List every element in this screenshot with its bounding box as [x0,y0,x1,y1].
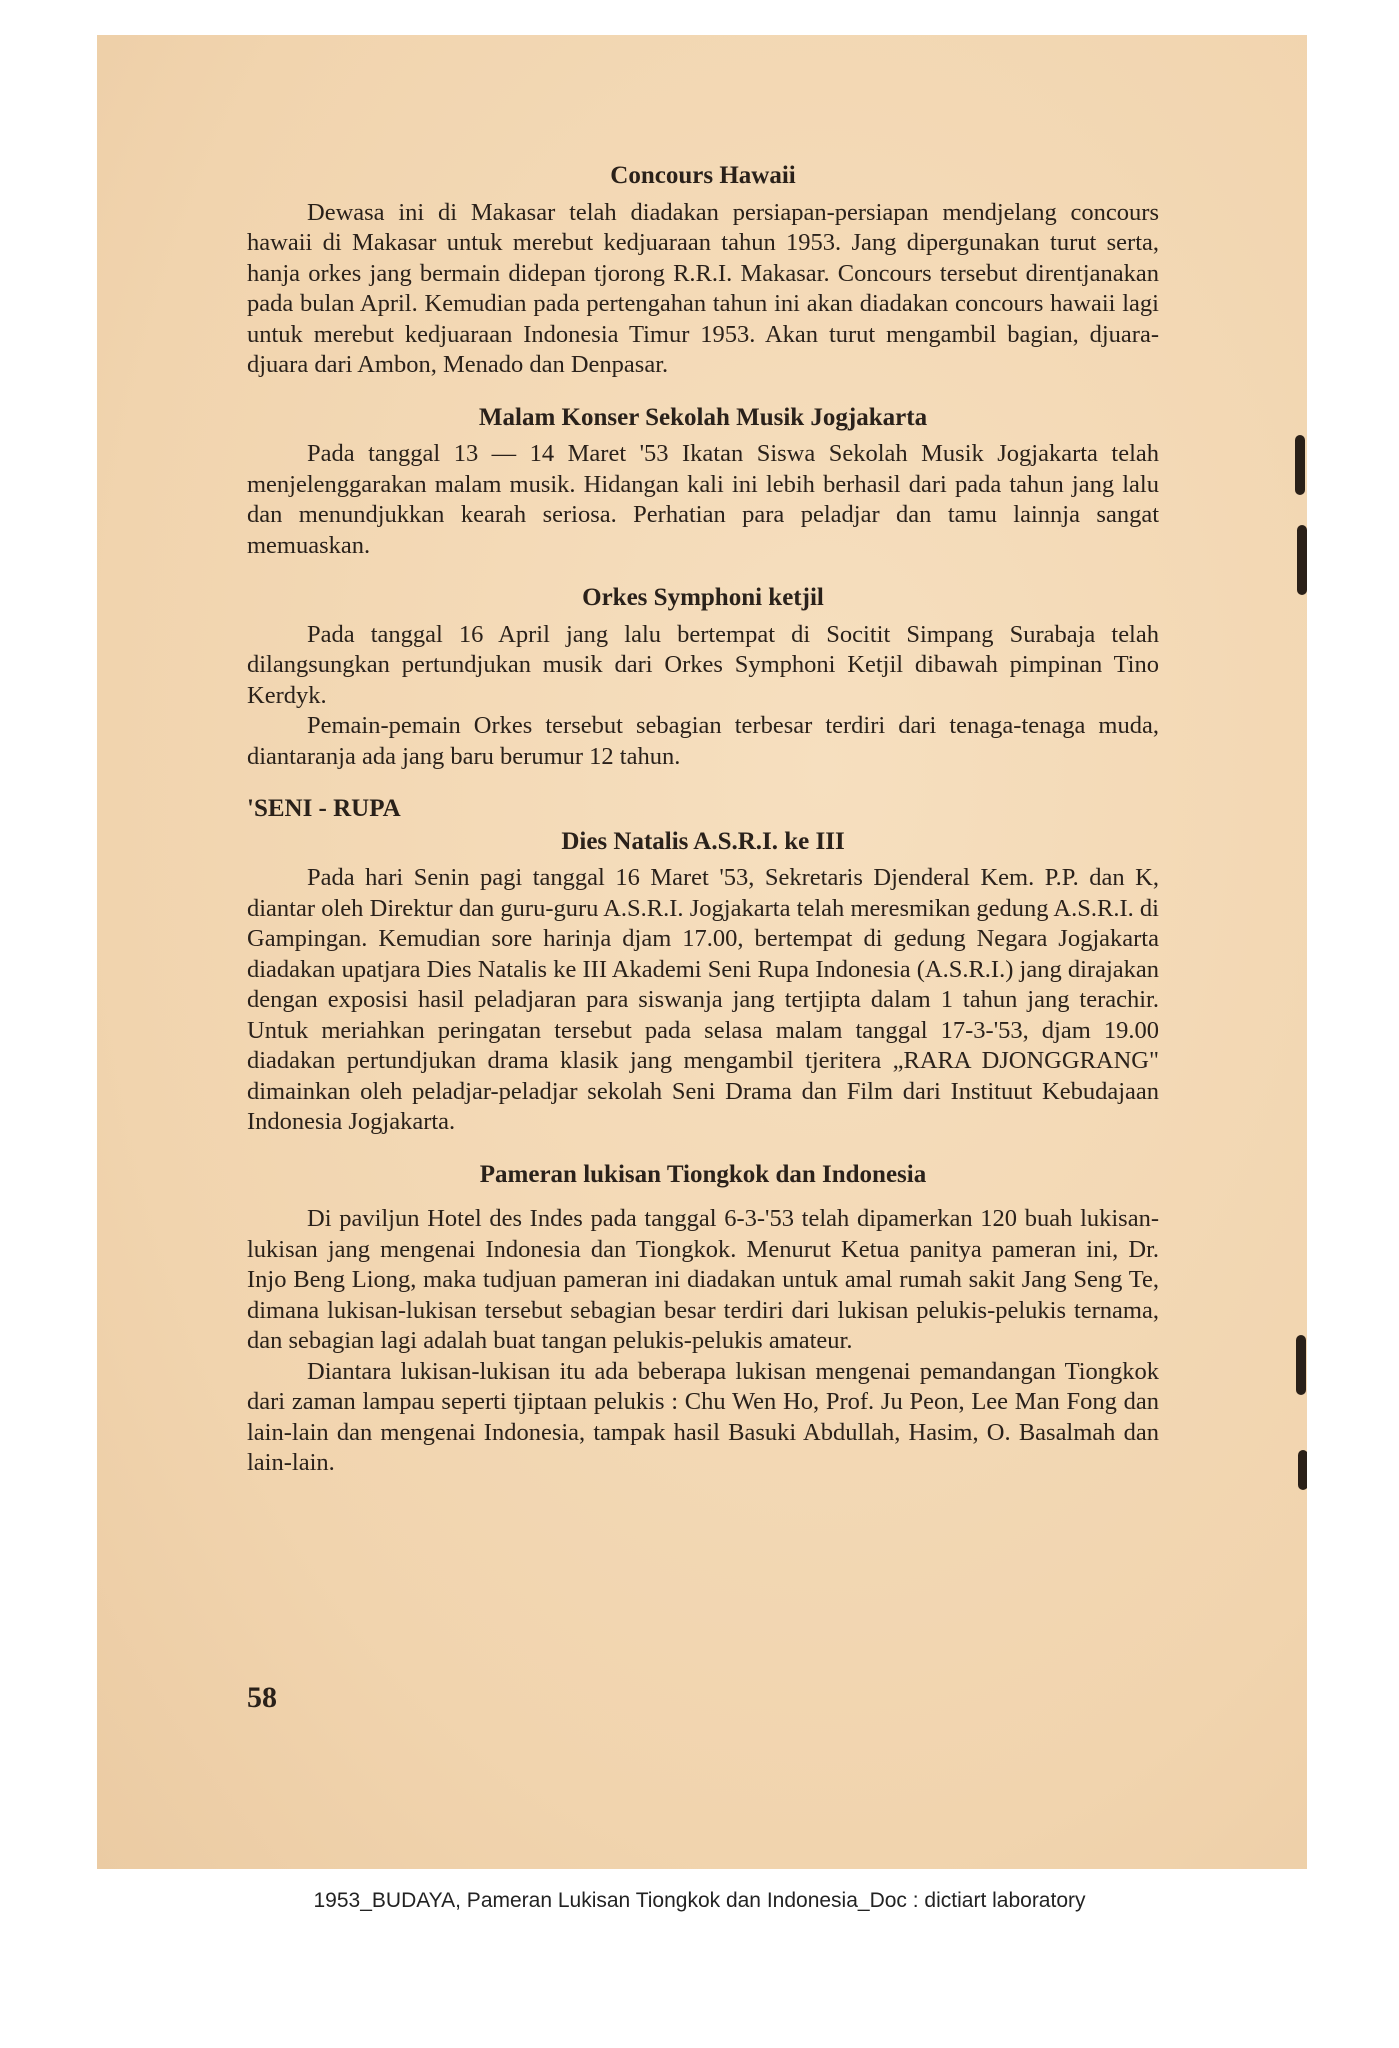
category-label: 'SENI - RUPA [247,795,401,822]
section-dies-natalis [247,827,1159,1138]
section-pameran-lukisan [247,1160,1159,1479]
section-heading: Malam Konser Sekolah Musik Jogjakarta [478,403,928,431]
article-body [247,161,1159,1501]
scan-smudge [1297,525,1307,595]
section-malam-konser [247,403,1159,562]
paragraph: Diantara lukisan-lukisan itu ada beberapa lukisan mengenai pemandangan Tiongkok dari zaman lampau seperti tjiptaan pelukis : Chu Wen Ho, Prof. Ju Peon, Lee Man Fong dan lain-lain dan mengenai Indonesia, tampak hasil Basuki Abdullah, Hasim, O. Basalmah dan lain-lain. [247,1357,1159,1476]
paragraph: Pada hari Senin pagi tanggal 16 Maret '53, Sekretaris Djenderal Kem. P.P. dan K, diantar oleh Direktur dan guru-guru A.S.R.I. Jogjakarta telah meresmikan gedung A.S.R.I. di Gampingan. Kemudian sore harinja djam 17.00, bertempat di gedung Negara Jogjakarta diadakan upatjara Dies Natalis ke III Akademi Seni Rupa Indonesia (A.S.R.I.) jang dirajakan dengan exposisi hasil peladjaran para siswanja jang tertjipta dalam 1 tahun jang terachir. Untuk meriahkan peringatan tersebut pada selasa malam tanggal 17-3-'53, djam 19.00 diadakan pertundjukan drama klasik jang mengambil tjeritera „RARA DJONGGRANG" dimainkan oleh peladjar-peladjar sekolah Seni Drama dan Film dari Instituut Kebudajaan Indonesia Jogjakarta. [247,864,1159,1135]
section-orkes-symphoni [247,583,1159,772]
section-concours-hawaii [247,161,1159,381]
section-heading: Dies Natalis A.S.R.I. ke III [561,827,845,855]
scan-smudge [1295,435,1305,495]
scanned-page [97,35,1307,1869]
paragraph: Dewasa ini di Makasar telah diadakan persiapan-persiapan mendjelang concours hawaii di Makasar untuk merebut kedjuaraan tahun 1953. Jang dipergunakan turut serta, hanja orkes jang bermain didepan tjorong R.R.I. Makasar. Concours tersebut direntjanakan pada bulan April. Kemudian pada pertengahan tahun ini akan diadakan concours hawaii lagi untuk merebut kedjuaraan Indonesia Timur 1953. Akan turut mengambil bagian, djuara-djuara dari Ambon, Menado dan Denpasar. [247,198,1159,378]
section-heading: Pameran lukisan Tiongkok dan Indonesia [479,1160,927,1188]
section-heading: Concours Hawaii [610,162,796,189]
section-heading: Orkes Symphoni ketjil [582,584,824,611]
scan-smudge [1298,1450,1307,1490]
scan-smudge [1296,1335,1306,1395]
paragraph: Pemain-pemain Orkes tersebut sebagian terbesar terdiri dari tenaga-tenaga muda, diantaranja ada jang baru berumur 12 tahun. [247,712,1159,770]
paragraph: Pada tanggal 13 — 14 Maret '53 Ikatan Siswa Sekolah Musik Jogjakarta telah menjelenggarakan malam musik. Hidangan kali ini lebih berhasil dari pada tahun jang lalu dan menundjukkan kearah seriosa. Perhatian para peladjar dan tamu lainnja sangat memuaskan. [247,440,1159,559]
paragraph: Di paviljun Hotel des Indes pada tanggal 6-3-'53 telah dipamerkan 120 buah lukisan-lukisan jang mengenai Indonesia dan Tiongkok. Menurut Ketua panitya pameran ini, Dr. Injo Beng Liong, maka tudjuan pameran ini diadakan untuk amal rumah sakit Jang Seng Te, dimana lukisan-lukisan tersebut sebagian besar terdiri dari lukisan pelukis-pelukis ternama, dan sebagian lagi adalah buat tangan pelukis-pelukis amateur. [247,1205,1159,1354]
page-number: 58 [247,1681,277,1714]
paragraph: Pada tanggal 16 April jang lalu bertempat di Socitit Simpang Surabaja telah dilangsungkan pertundjukan musik dari Orkes Symphoni Ketjil dibawah pimpinan Tino Kerdyk. [247,620,1159,709]
document-caption: 1953_BUDAYA, Pameran Lukisan Tiongkok dan Indonesia_Doc : dictiart laboratory [313,1889,1086,1912]
